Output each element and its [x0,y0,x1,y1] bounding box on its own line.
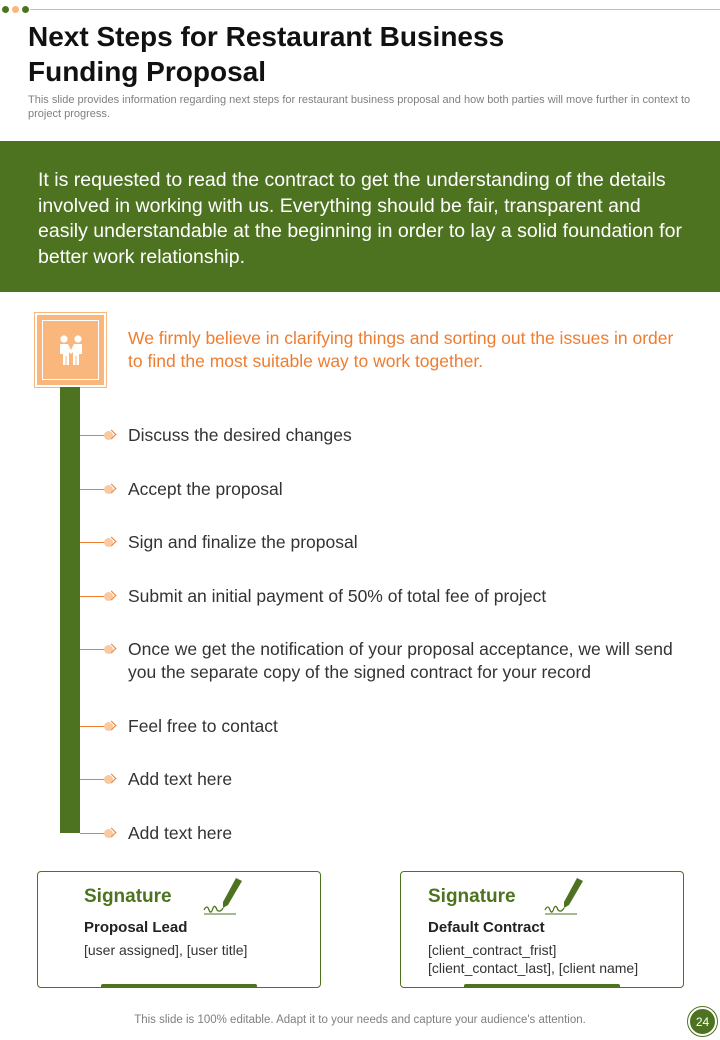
signature-card-proposal-lead [37,871,321,988]
signature-detail: [client_contact_last], [client name] [428,960,639,976]
step-text: Once we get the notification of your proposal acceptance, we will send you the separate copy of the signed contract for your record [128,639,673,682]
bullet-connector-icon [80,768,118,790]
signature-detail: [user assigned], [user title] [84,942,248,958]
signature-accent-bar [464,984,620,988]
bullet-connector-icon [80,424,118,446]
bullet-connector-icon [80,715,118,737]
step-text: Add text here [128,823,233,843]
header-divider [30,9,720,10]
list-item [80,585,678,608]
signature-detail: [client_contract_frist] [428,942,557,958]
dot-icon [2,6,9,13]
handshake-people-icon [42,320,99,380]
step-text: Submit an initial payment of 50% of total fee of project [128,586,547,606]
step-text: Discuss the desired changes [128,425,352,445]
dot-icon [12,6,19,13]
step-text: Add text here [128,769,233,789]
decorative-dots [2,6,29,13]
list-item [80,478,678,501]
list-item [80,424,678,447]
dot-icon [22,6,29,13]
pen-signature-icon [202,874,252,918]
bullet-connector-icon [80,822,118,844]
bullet-connector-icon [80,478,118,500]
list-item [80,715,678,738]
step-text: Accept the proposal [128,479,283,499]
lead-statement: We firmly believe in clarifying things and sorting out the issues in order to find the most suitable way to work together. [128,328,674,371]
list-item [80,531,678,554]
list-item [80,638,678,684]
page-subtitle: This slide provides information regarding next steps for restaurant business proposal and how both parties will move further in context to project progress. [28,94,691,120]
list-item [80,768,678,791]
lead-icon-box [35,313,106,387]
page-number: 24 [688,1007,717,1036]
signature-name: Proposal Lead [84,919,188,936]
bullet-connector-icon [80,531,118,553]
bullet-connector-icon [80,585,118,607]
footer-note: This slide is 100% editable. Adapt it to your needs and capture your audience's attention. [134,1014,586,1026]
signature-title: Signature [428,886,516,907]
page-title: Next Steps for Restaurant Business Funding Proposal [28,21,505,87]
signature-name: Default Contract [428,919,545,936]
bullet-connector-icon [80,638,118,660]
signature-accent-bar [101,984,257,988]
step-text: Feel free to contact [128,716,278,736]
step-text: Sign and finalize the proposal [128,532,358,552]
list-item [80,822,678,845]
signature-title: Signature [84,886,172,907]
intro-banner-text: It is requested to read the contract to get the understanding of the details involved in working with us. Everything should be fair, transparent and easily understandable at the beginning in order to lay a solid foundation for better work relationship. [38,169,682,268]
timeline-bar [60,387,80,833]
signature-card-default-contract [400,871,684,988]
pen-signature-icon [543,874,593,918]
